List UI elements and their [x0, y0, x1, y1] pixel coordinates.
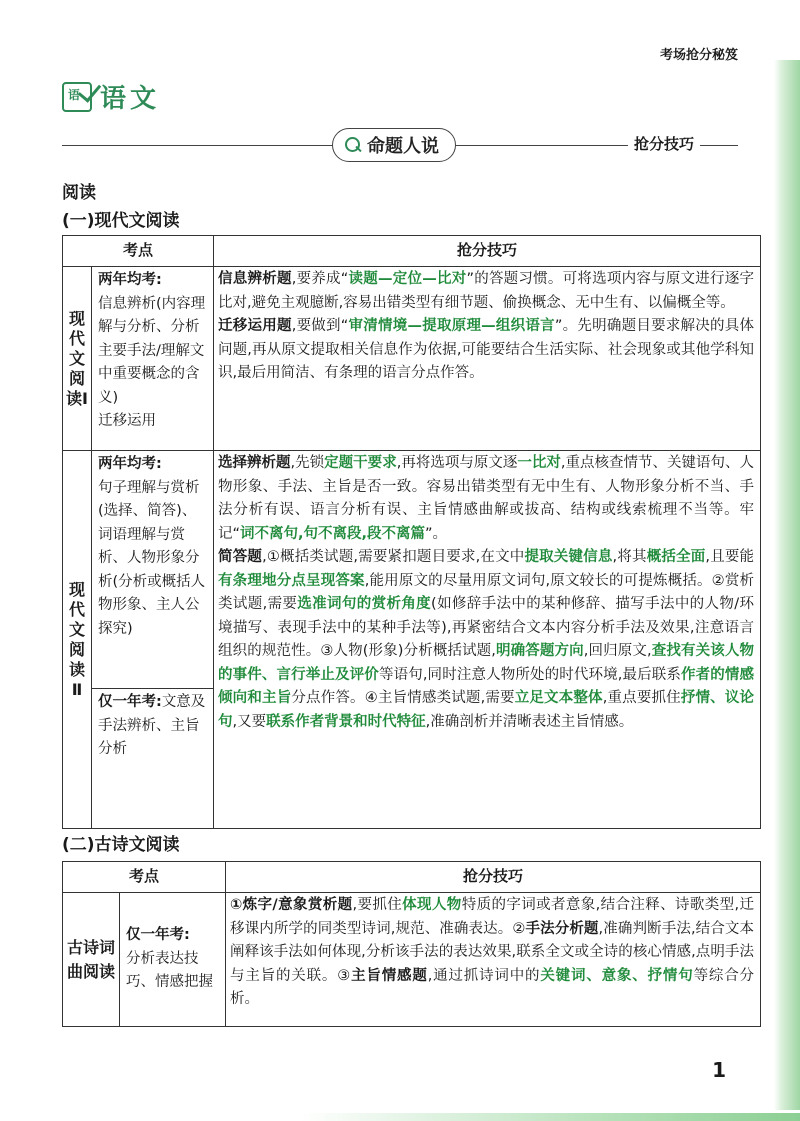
skill-term: 主旨情感题 [351, 967, 428, 984]
skill-cell [214, 267, 761, 451]
part2-title: (二)古诗文阅读 [62, 835, 180, 855]
table-row [63, 893, 761, 1027]
page-number: 1 [712, 1058, 726, 1082]
skill-highlight: 审清情境—提取原理—组织语言 [348, 318, 555, 334]
frequency-label: 仅一年考: [126, 927, 190, 944]
frequency-label: 仅一年考: [98, 694, 162, 710]
skill-text: ,又要 [232, 713, 267, 730]
skill-text: ”。先明确题目要求解决的具体问题,再从原文提取相关信息作为依据,可能要结合生活实际、社会现象或其他学科知识,最后用简洁、有条理的语言分点作答。 [218, 318, 755, 381]
subject-heading [62, 78, 160, 115]
part1-title: (一)现代文阅读 [62, 211, 180, 231]
bottom-edge-strip [300, 1113, 800, 1121]
skill-text: 分点作答。④主旨情感类试题,需要 [291, 690, 515, 706]
col-header-points: 考点 [63, 236, 214, 267]
row-label: 古诗词曲阅读 [63, 893, 120, 1027]
col-header-skills: 抢分技巧 [214, 236, 761, 267]
skill-highlight: 词不离句,句不离段,段不离篇 [240, 525, 426, 542]
col-header-skills: 抢分技巧 [226, 862, 761, 893]
skill-text: ,先锁 [290, 455, 325, 471]
exam-points: 句子理解与赏析(选择、简答)、词语理解与赏析、人物形象分析(分析或概括人物形象、主人公探究) [98, 479, 206, 637]
table-header-row [63, 236, 761, 267]
skill-text: ,重点要抓住 [602, 690, 681, 706]
row-label: 现代文阅读Ⅰ [63, 267, 92, 451]
skill-term: 手法分析题 [525, 920, 599, 937]
skill-text: ,回归原文, [583, 643, 652, 659]
skill-term: 选择辨析题 [218, 455, 291, 471]
skill-text: 等综合分析。 [230, 967, 755, 1007]
frequency-label: 两年均考: [98, 272, 162, 288]
classical-reading-table [62, 861, 761, 1027]
skill-term: 信息辨析题 [218, 271, 292, 287]
skill-cell [226, 893, 761, 1027]
skill-highlight: 有条理地分点呈现答案 [218, 572, 365, 589]
skill-text: ,再将选项与原文逐 [396, 455, 518, 471]
skill-highlight: 关键词、意象、抒情句 [540, 967, 694, 984]
skill-term: ①炼字/意象赏析题 [230, 897, 353, 913]
skill-text: (如修辞手法中的某种修辞、描写手法中的人物/环境描写、表现手法中的某种手法等),再紧密结合文本内容分析手法及效果,注意语言组织的规范性。③人物(形象)分析概括试题, [218, 596, 755, 659]
skill-highlight: 查找有关该人物的事件、言行举止及评价 [218, 643, 755, 683]
skill-highlight: 明确答题方向 [495, 643, 584, 659]
skill-highlight: 立足文本整体 [514, 690, 603, 706]
skill-highlight: 联系作者背景和时代特征 [266, 713, 426, 730]
skill-highlight: 选准词句的赏析角度 [297, 596, 432, 612]
exam-points-cell [92, 689, 214, 829]
skill-text: ”的答题习惯。可将选项内容与原文进行逐字比对,避免主观臆断,容易出错类型有细节题、偷换概念、无中生有、以偏概全等。 [218, 271, 755, 311]
skill-text: ,要做到“ [291, 318, 349, 334]
subject-badge-icon [62, 82, 92, 112]
exam-points: 分析表达技巧、情感把握 [126, 950, 213, 991]
skill-term: 迁移运用题 [218, 318, 292, 334]
banner-title: 命题人说 [367, 136, 439, 157]
skill-text: ,且要能 [705, 549, 755, 565]
skill-text: 等语句,同时注意人物所处的时代环境,最后联系 [378, 666, 681, 683]
skill-text: ”。 [425, 525, 448, 542]
skill-text: ,重点核查情节、关键语句、人物形象、手法、主旨是否一致。容易出错类型有无中生有、人物形象分析不当、手法分析有误、语言分析有误、主旨情感曲解或拔高、结构或线索梳理不当等。牢记“ [218, 455, 755, 542]
banner-tag: 抢分技巧 [628, 133, 700, 154]
subject-title: 语文 [100, 84, 161, 114]
skill-highlight: 体现人物 [402, 897, 462, 913]
exam-points-cell [120, 893, 226, 1027]
skill-text: ,要养成“ [291, 271, 349, 287]
skill-highlight: 概括全面 [646, 549, 706, 565]
subject-badge-glyph: 语 [68, 87, 81, 102]
skill-text: ,准确判断手法,结合文本阐释该手法如何体现,分析该手法的表达效果,联系全文或全诗的核心情感,点明手法与主旨的关联。③ [230, 920, 755, 984]
skill-text: ,准确剖析并清晰表述主旨情感。 [425, 713, 634, 730]
exam-points: 信息辨析(内容理解与分析、分析主要手法/理解文中重要概念的含义) [98, 295, 206, 406]
skill-highlight: 定题干要求 [324, 455, 397, 471]
exam-points-cell [92, 267, 214, 451]
frequency-label: 两年均考: [98, 456, 162, 472]
col-header-points: 考点 [63, 862, 226, 893]
table-header-row [63, 862, 761, 893]
skill-text: ,①概括类试题,需要紧扣题目要求,在文中 [262, 549, 525, 565]
skill-highlight: 一比对 [517, 455, 561, 471]
section-title: 阅读 [62, 183, 96, 203]
running-header: 考场抢分秘笈 [659, 48, 738, 63]
skill-text: ,将其 [612, 549, 647, 565]
skill-highlight: 抒情、议论句 [218, 690, 755, 730]
exam-points: 文意及手法辨析、主旨分析 [98, 694, 206, 757]
skill-term: 简答题 [218, 549, 263, 565]
skill-text: 特质的字词或者意象,结合注释、诗歌类型,迁移课内所学的同类型诗词,规范、准确表达。② [230, 897, 755, 937]
exam-points-extra: 迁移运用 [98, 413, 156, 429]
skill-text: ,能用原文的尽量用原文词句,原文较长的可提炼概括。②赏析类试题,需要 [218, 572, 755, 612]
table-row [63, 451, 761, 689]
row-label: 现代文阅读Ⅱ [63, 451, 92, 829]
skill-text: ,要抓住 [352, 897, 403, 913]
table-row [63, 267, 761, 451]
magnifier-icon [343, 136, 361, 154]
skill-highlight: 读题—定位—比对 [348, 271, 467, 287]
exam-points-cell [92, 451, 214, 689]
skill-text: ,通过抓诗词中的 [427, 967, 541, 984]
green-page-edge [774, 60, 800, 1110]
skill-highlight: 提取关键信息 [524, 549, 613, 565]
banner-pill [332, 128, 456, 162]
modern-reading-table [62, 235, 761, 829]
skill-highlight: 作者的情感倾向和主旨 [218, 666, 755, 706]
skill-cell [214, 451, 761, 829]
